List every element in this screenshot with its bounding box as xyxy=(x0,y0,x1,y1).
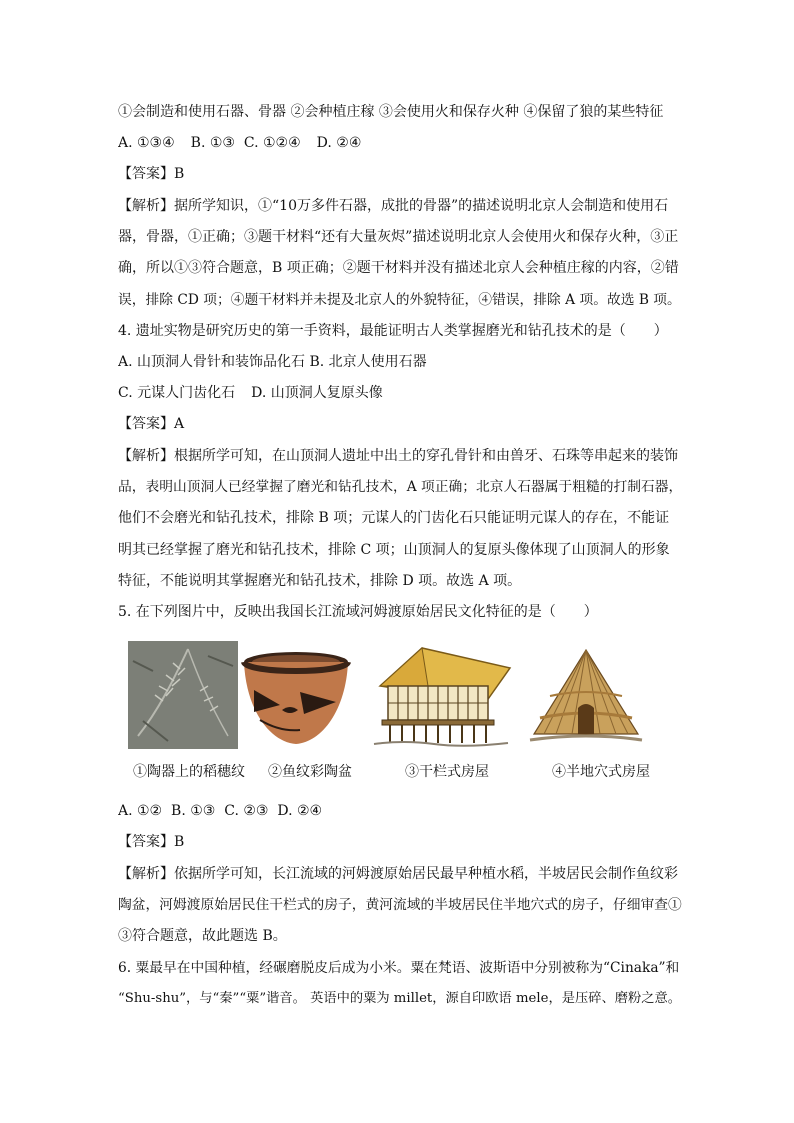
q6-line: 6. 粟最早在中国种植，经碾磨脱皮后成为小米。粟在梵语、波斯语中分别被称为“Cinaka”和 xyxy=(118,960,680,976)
q3-analysis-line: 确，所以①③符合题意，B 项正确；②题干材料并没有描述北京人会种植庄稼的内容，②错 xyxy=(118,260,679,276)
q3-option-d: D. ②④ xyxy=(316,135,362,151)
image-caption-3: ③干栏式房屋 xyxy=(405,764,489,780)
q4-option-d: D. 山顶洞人复原头像 xyxy=(251,385,383,401)
image-caption-4: ④半地穴式房屋 xyxy=(552,764,650,780)
q5-stem: 5. 在下列图片中，反映出我国长江流域河姆渡原始居民文化特征的是（ ） xyxy=(118,604,598,620)
q4-option-c: C. 元谋人门齿化石 xyxy=(118,385,236,401)
rice-pattern-pottery-image xyxy=(128,641,238,749)
q4-option-b: B. 北京人使用石器 xyxy=(309,354,427,370)
image-caption-2: ②鱼纹彩陶盆 xyxy=(268,764,352,780)
fish-pattern-basin-image xyxy=(240,650,352,746)
q4-stem: 4. 遗址实物是研究历史的第一手资料，最能证明古人类掌握磨光和钻孔技术的是（ ） xyxy=(118,323,668,339)
q3-answer: 【答案】B xyxy=(118,166,185,182)
q4-option-a: A. 山顶洞人骨针和装饰品化石 xyxy=(118,354,306,370)
q5-option-d: D. ②④ xyxy=(277,803,323,819)
stilt-house-image xyxy=(370,646,512,750)
q3-option-c: C. ①②④ xyxy=(243,135,301,151)
q5-option-b: B. ①③ xyxy=(171,803,216,819)
q4-analysis-line: 特征，不能说明其掌握磨光和钻孔技术，排除 D 项。故选 A 项。 xyxy=(118,573,522,589)
q5-options xyxy=(118,801,688,821)
q4-answer: 【答案】A xyxy=(118,416,185,432)
q4-analysis-line: 明其已经掌握了磨光和钻孔技术，排除 C 项；山顶洞人的复原头像体现了山顶洞人的形象 xyxy=(118,542,670,558)
q4-analysis-line: 品，表明山顶洞人已经掌握了磨光和钻孔技术，A 项正确；北京人石器属于粗糙的打制石器， xyxy=(118,479,683,495)
q4-options-row1 xyxy=(118,352,688,372)
q5-option-a: A. ①② xyxy=(118,803,163,819)
q4-options-row2 xyxy=(118,383,688,403)
image-caption-1: ①陶器上的稻穗纹 xyxy=(133,764,245,780)
q4-analysis-line: 【解析】根据所学可知，在山顶洞人遗址中出土的穿孔骨针和由兽牙、石珠等串起来的装饰 xyxy=(118,448,678,464)
q3-analysis-line: 【解析】据所学知识，①“10万多件石器，成批的骨器”的描述说明北京人会制造和使用石 xyxy=(118,198,669,214)
q3-items: ①会制造和使用石器、骨器 ②会种植庄稼 ③会使用火和保存火种 ④保留了狼的某些特征 xyxy=(118,104,664,120)
q3-analysis-line: 误，排除 CD 项；④题干材料并未提及北京人的外貌特征，④错误，排除 A 项。故选 B 项。 xyxy=(118,292,681,308)
q6-line: “Shu-shu”，与“秦”“粟”谐音。 英语中的粟为 millet，源自印欧语 mele，是压碎、磨粉之意。 xyxy=(118,991,681,1006)
q5-analysis-line: 【解析】依据所学可知，长江流域的河姆渡原始居民最早种植水稻，半坡居民会制作鱼纹彩 xyxy=(118,866,678,882)
q5-analysis-line: ③符合题意，故此题选 B。 xyxy=(118,928,287,944)
q5-option-c: C. ②③ xyxy=(224,803,269,819)
q4-analysis-line: 他们不会磨光和钻孔技术，排除 B 项；元谋人的门齿化石只能证明元谋人的存在，不能证 xyxy=(118,510,670,526)
q3-option-a: A. ①③④ xyxy=(118,135,175,151)
q5-answer: 【答案】B xyxy=(118,834,185,850)
q3-analysis-line: 器，骨器，①正确；③题干材料“还有大量灰烬”描述说明北京人会使用火和保存火种，③正 xyxy=(118,229,679,245)
semi-subterranean-house-image xyxy=(528,648,644,750)
q5-analysis-line: 陶盆，河姆渡原始居民住干栏式的房子，黄河流域的半坡居民住半地穴式的房子，仔细审查① xyxy=(118,897,682,913)
q3-options xyxy=(118,133,688,153)
q3-option-b: B. ①③ xyxy=(190,135,235,151)
